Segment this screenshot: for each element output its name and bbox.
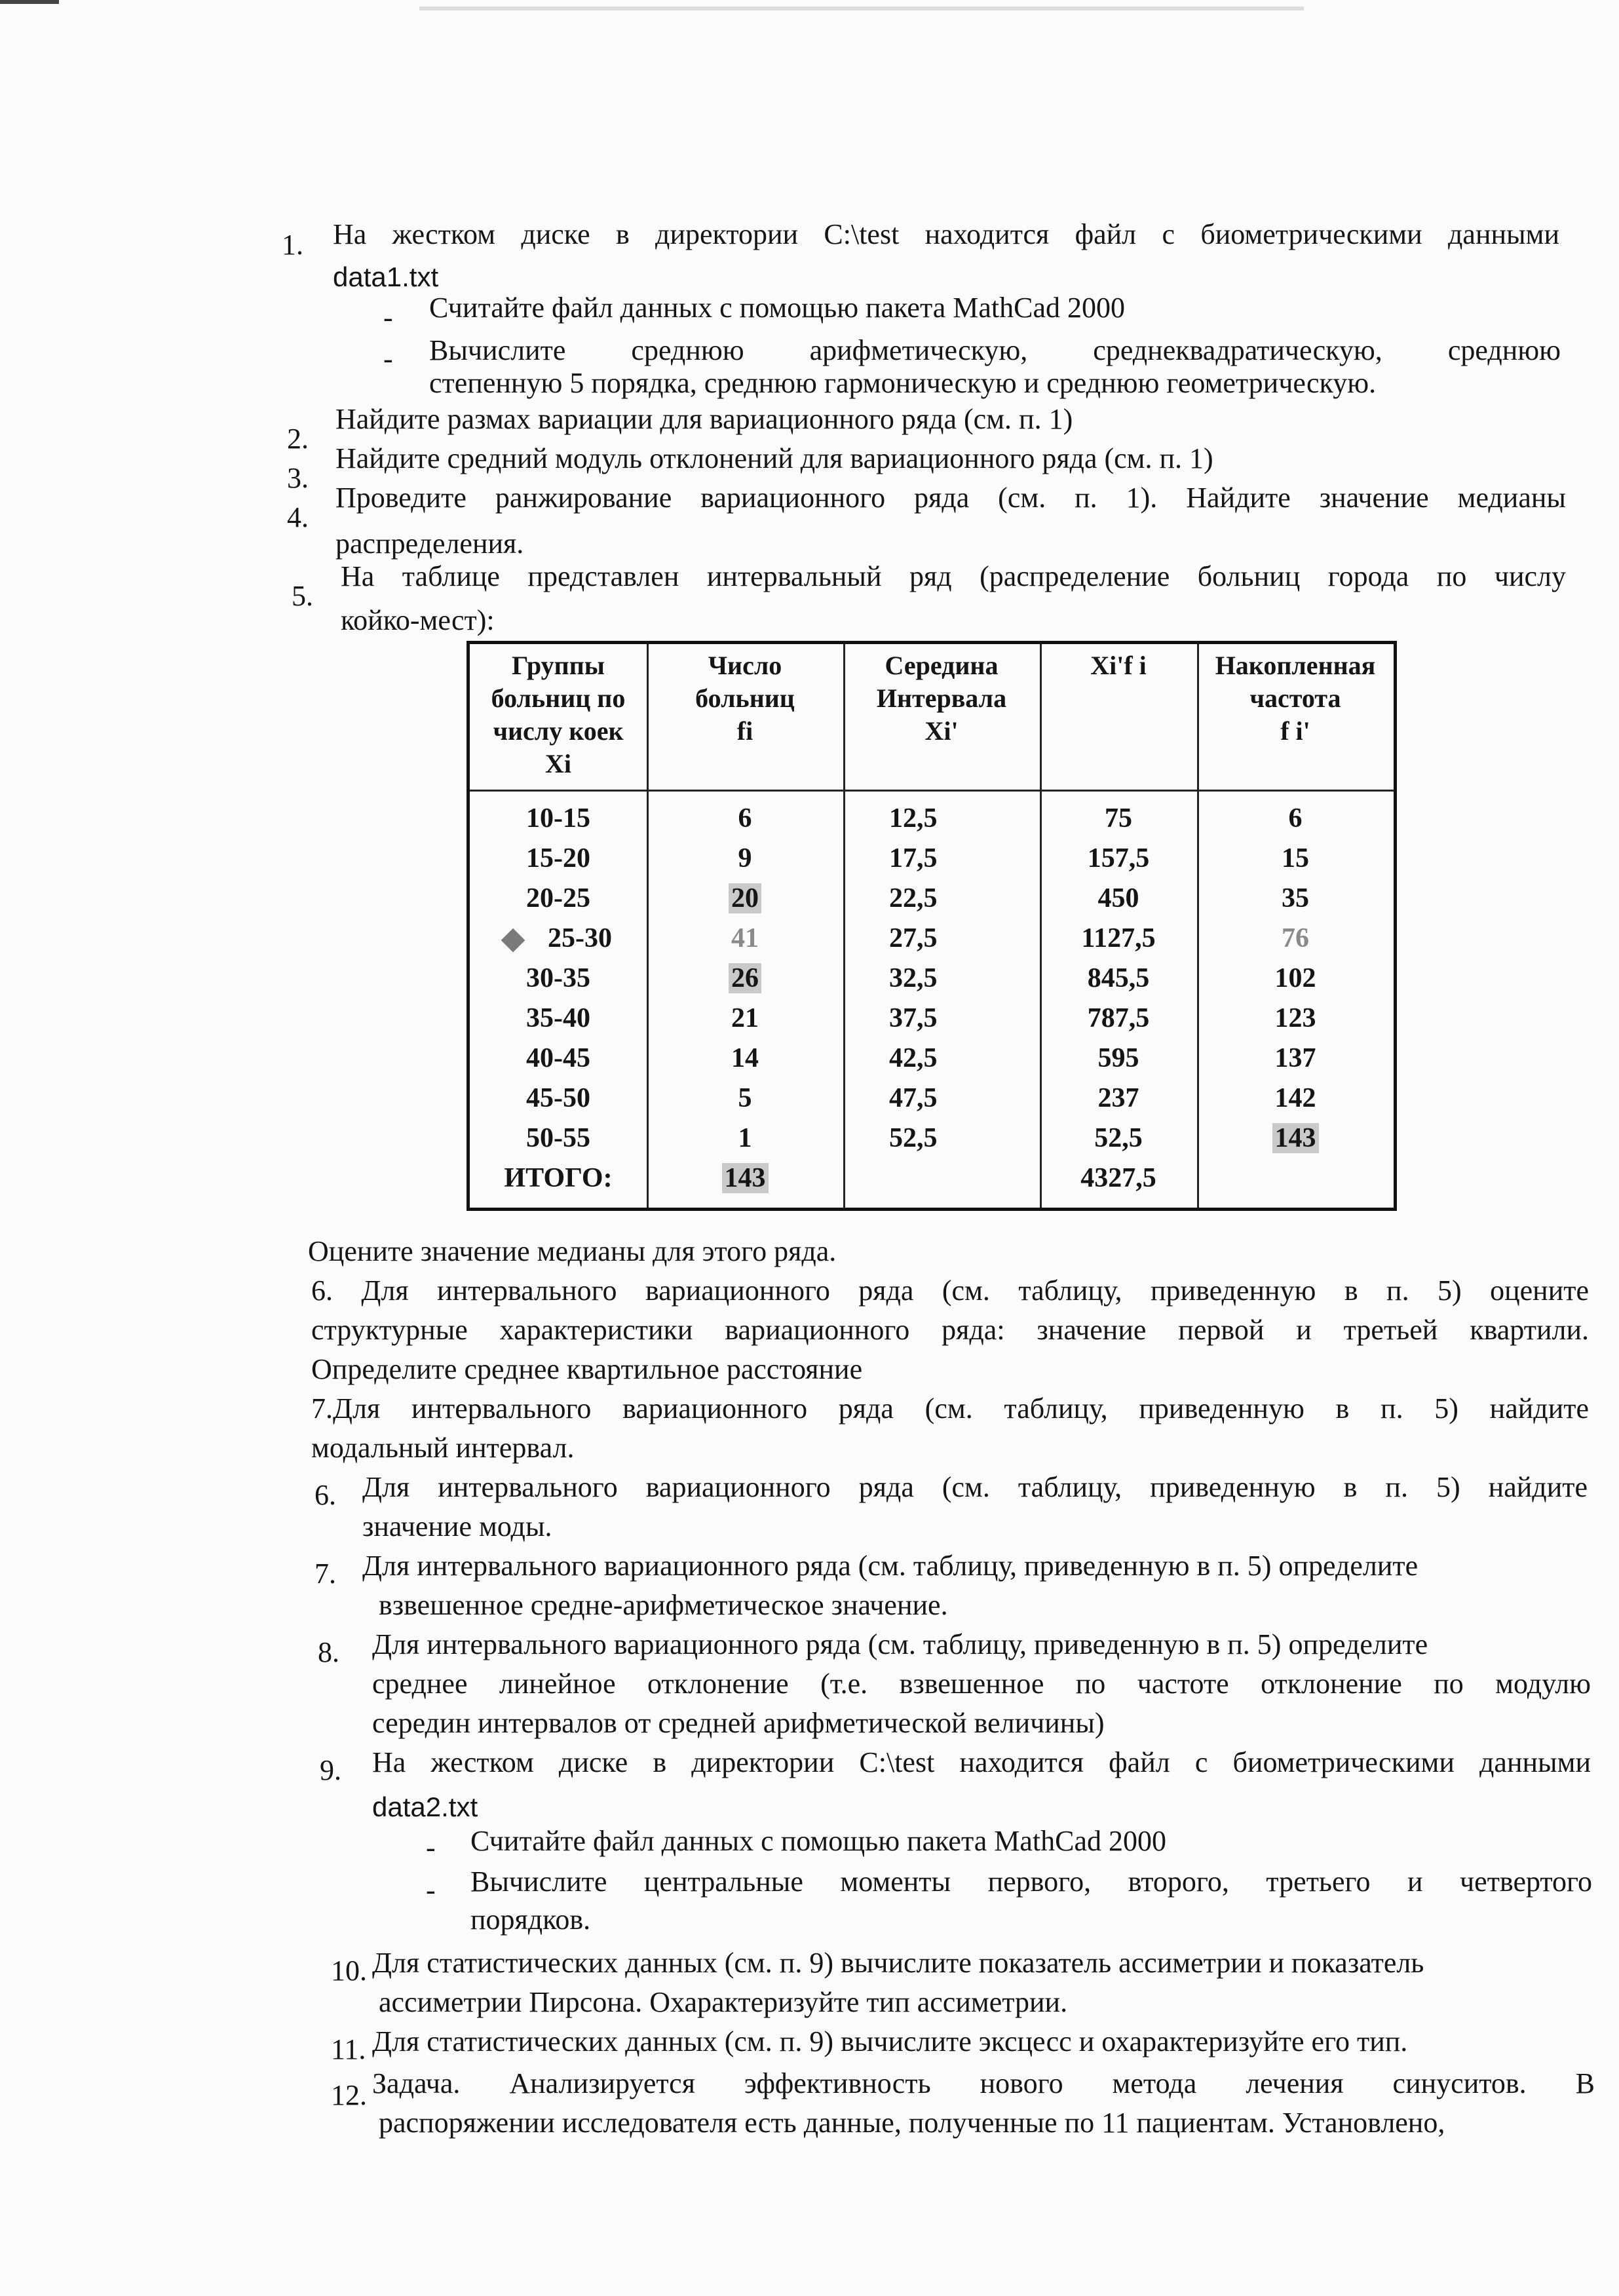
item-8-text-cont: среднее линейное отклонение (т.е. взвешенное по частоте отклонение по модулю [372,1668,1591,1700]
diamond-icon [501,928,525,953]
table-cell [647,959,843,999]
scan-artifact [419,7,1304,10]
table-cell: 595 [1097,1043,1139,1073]
table-cell: 123 [1274,1003,1316,1033]
item-9-sub-2: Вычислите центральные моменты первого, второго, третьего и четвертого [470,1866,1592,1898]
column-groups [470,799,647,1198]
header-product: Xi'f i [1090,651,1147,680]
table-cell: 5 [738,1083,752,1113]
highlighted-value: 20 [729,883,761,913]
column-counts [647,799,843,1198]
interval-series-table [467,641,1397,1211]
table-cell: 137 [1274,1043,1316,1073]
table-cell: 102 [1274,963,1316,993]
item-1-sub-2-cont: степенную 5 порядка, среднюю гармоническую и среднюю геометрическую. [429,367,1377,399]
item-number: 2. [287,423,309,455]
bullet-dash: - [426,1874,436,1906]
bullet-dash: - [383,343,393,375]
item-5-text-cont: койко-мест): [341,604,495,636]
bullet-dash: - [383,301,393,334]
item-number: 10. [331,1955,367,1987]
item-11-text: Для статистических данных (см. п. 9) вычислите эксцесс и охарактеризуйте его тип. [372,2025,1408,2057]
item-9-sub-2-cont: порядков. [470,1904,591,1936]
table-cell: 450 [1097,883,1139,913]
table-cell: 17,5 [889,843,938,873]
item-number: 9. [320,1754,341,1786]
item-1-text: На жестком диске в директории C:\test находится файл с биометрическими данными [333,218,1559,250]
header-count: Число больниц fi [695,651,795,746]
table-cell: 15-20 [526,843,590,873]
item-4-text-cont: распределения. [335,527,524,560]
table-cell: 42,5 [889,1043,938,1073]
table-cell: 30-35 [526,963,590,993]
item-number: 8. [318,1636,339,1668]
table-cell: 20-25 [526,883,590,913]
column-products [1040,799,1197,1198]
table-cell: 12,5 [889,803,938,833]
item-number: 5. [292,580,313,612]
table-cell: 27,5 [889,923,938,953]
paragraph-6a: Определите среднее квартильное расстояние [311,1353,863,1385]
header-midpoint: Середина Интервала Xi' [876,651,1007,746]
table-cell [647,1158,843,1198]
table-cell: 22,5 [889,883,938,913]
item-7-text-cont: взвешенное средне-арифметическое значение. [379,1589,948,1621]
table-cell: 237 [1097,1083,1139,1113]
item-number: 3. [287,462,309,494]
table-cell: 35 [1282,883,1309,913]
item-10-text: Для статистических данных (см. п. 9) вычислите показатель ассиметрии и показатель [372,1947,1424,1979]
item-12-text: Задача. Анализируется эффективность нового метода лечения синуситов. В [372,2067,1595,2099]
item-8-text: Для интервального вариационного ряда (см. таблицу, приведенную в п. 5) определите [372,1628,1428,1660]
table-cell: 9 [738,843,752,873]
table-cell: 52,5 [889,1123,938,1153]
table-cell [1197,1119,1394,1158]
paragraph-7a: модальный интервал. [311,1432,575,1464]
paragraph-7a: 7.Для интервального вариационного ряда (см. таблицу, приведенную в п. 5) найдите [311,1392,1589,1425]
table-cell: 37,5 [889,1003,938,1033]
table-cell: 1127,5 [1081,923,1156,953]
item-1-sub-1: Считайте файл данных с помощью пакета MathCad 2000 [429,292,1125,324]
item-number: 12. [331,2079,367,2111]
column-midpoints [843,799,1040,1158]
table-cell: 10-15 [526,803,590,833]
item-9-filename: data2.txt [372,1791,478,1822]
item-7-text: Для интервального вариационного ряда (см. таблицу, приведенную в п. 5) определите [362,1550,1419,1582]
item-10-text-cont: ассиметрии Пирсона. Охарактеризуйте тип ассиметрии. [379,1986,1068,2018]
table-cell: 15 [1282,843,1309,873]
item-4-text: Проведите ранжирование вариационного ряда (см. п. 1). Найдите значение медианы [335,482,1566,514]
table-cell: 32,5 [889,963,938,993]
table-cell: 14 [731,1043,759,1073]
table-cell: 40-45 [526,1043,590,1073]
highlighted-value: 143 [1272,1123,1319,1153]
item-number: 7. [314,1558,336,1590]
item-number: 11. [331,2033,366,2065]
table-cell: 35-40 [526,1003,590,1033]
table-cell: 41 [731,923,759,953]
item-2-text: Найдите размах вариации для вариационного ряда (см. п. 1) [335,403,1073,435]
item-6-text: Для интервального вариационного ряда (см. таблицу, приведенную в п. 5) найдите [362,1471,1588,1503]
item-5-text: На таблице представлен интервальный ряд (распределение больниц города по числу [341,560,1566,592]
highlighted-value: 26 [729,963,761,993]
table-cell: 157,5 [1087,843,1150,873]
table-cell: 52,5 [1094,1123,1143,1153]
item-1-sub-2: Вычислите среднюю арифметическую, среднеквадратическую, среднюю [429,334,1561,366]
header-groups: Группы больниц по числу коек Xi [491,651,626,778]
item-9-sub-1: Считайте файл данных с помощью пакета MathCad 2000 [470,1825,1166,1857]
item-number: 6. [314,1479,336,1511]
table-cell: 50-55 [526,1123,590,1153]
table-cell: 45-50 [526,1083,590,1113]
paragraph-6a: структурные характеристики вариационного ряда: значение первой и третьей квартили. [311,1314,1589,1346]
paragraph-6a: 6. Для интервального вариационного ряда (см. таблицу, приведенную в п. 5) оцените [311,1274,1589,1307]
item-number: 1. [282,229,303,261]
table-cell: 6 [1288,803,1303,833]
table-cell: 4327,5 [1080,1163,1156,1193]
column-cumulative [1197,799,1394,1158]
item-number: 4. [287,501,309,533]
item-1-filename: data1.txt [333,261,439,292]
scan-artifact [0,0,59,4]
table-cell: 21 [731,1003,759,1033]
median-prompt: Оцените значение медианы для этого ряда. [308,1235,837,1267]
table-cell: 47,5 [889,1083,938,1113]
table-cell: 845,5 [1087,963,1150,993]
item-6-text-cont: значение моды. [362,1510,552,1542]
item-8-text-cont: середин интервалов от средней арифметической величины) [372,1707,1105,1739]
table-cell: 75 [1105,803,1132,833]
table-cell: 76 [1282,923,1309,953]
table-cell [647,879,843,919]
table-cell: ИТОГО: [504,1163,613,1193]
item-9-text: На жестком диске в директории C:\test находится файл с биометрическими данными [372,1746,1591,1778]
item-12-text-cont: распоряжении исследователя есть данные, полученные по 11 пациентам. Установлено, [379,2107,1445,2139]
highlighted-value: 143 [722,1163,769,1193]
table-header-divider [470,790,1394,792]
table-cell: 6 [738,803,752,833]
bullet-dash: - [426,1831,436,1864]
table-cell: 142 [1274,1083,1316,1113]
table-cell: 787,5 [1087,1003,1150,1033]
header-cumulative: Накопленная частота f i' [1215,651,1376,746]
table-cell: 1 [738,1123,752,1153]
item-3-text: Найдите средний модуль отклонений для вариационного ряда (см. п. 1) [335,442,1213,474]
table-cell: 25-30 [470,919,647,959]
